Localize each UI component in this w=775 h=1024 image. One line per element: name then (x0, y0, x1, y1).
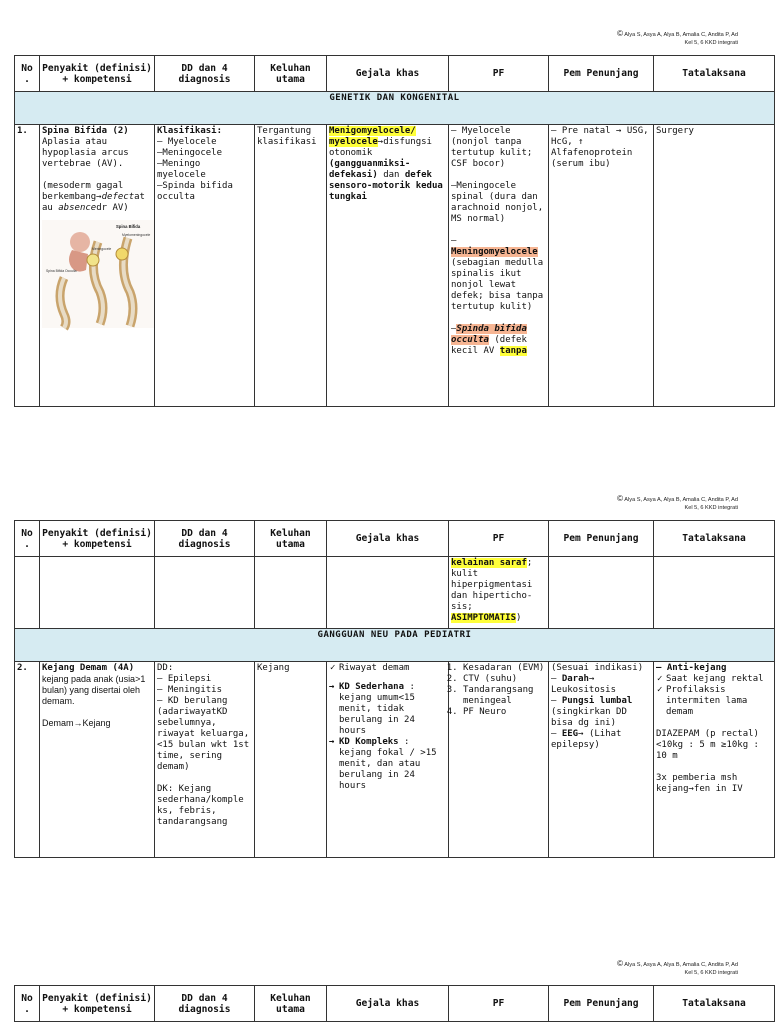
penunjang-cell: – Pre natal → USG, HcG, ↑ Alfafenoprotein (serum ibu) (549, 125, 654, 407)
header-tatalaksana: Tatalaksana (654, 521, 775, 557)
header-keluhan: Keluhan utama (255, 521, 327, 557)
header-no: No . (15, 56, 40, 92)
keluhan-cell: Tergantung klasifikasi (255, 125, 327, 407)
table-row (15, 557, 775, 629)
pf-cell-continued: kelainan saraf; kulit hiperpigmentasi dan hipertichosis; ASIMPTOMATIS) (449, 557, 549, 629)
dd-cell (155, 125, 255, 407)
credit-block (617, 30, 738, 47)
section-row-genetik (15, 92, 775, 125)
tatalaksana-cell: – Anti-kejang ✓ Saat kejang rektal ✓ Profilaksis intermiten lama demam DIAZEPAM (p rectal) <10kg : 5 m ≥10kg : 10 m 3x pemberia msh kejang→fen in IV (654, 662, 775, 858)
table-row (15, 662, 775, 858)
header-pf: PF (449, 986, 549, 1022)
penyakit-cell (40, 125, 155, 407)
pf-meningocele: –Meningocele spinal (dura dan arachnoid nonjol, MS normal) (451, 181, 544, 224)
header-penyakit: Penyakit (definisi) + kompetensi (40, 986, 155, 1022)
dd-diagnosis: DK: Kejang sederhana/komple ks, febris, tandarangsang (157, 784, 244, 827)
header-dd: DD dan 4 diagnosis (155, 521, 255, 557)
copyright-icon: © (617, 29, 624, 38)
header-row (15, 56, 775, 92)
header-pf: PF (449, 521, 549, 557)
header-gejala: Gejala khas (327, 521, 449, 557)
gejala-cell: ✓ Riwayat demam → KD Sederhana : kejang umum<15 menit, tidak berulang in 24 hours → KD Kompleks : kejang fokal / >15 menit, dan atau berulang in 24 hours (327, 662, 449, 858)
header-pem-penunjang: Pem Penunjang (549, 986, 654, 1022)
credit-group: Kel 5, 6 KKD integrati (684, 40, 738, 46)
header-dd: DD dan 4 diagnosis (155, 56, 255, 92)
header-dd: DD dan 4 diagnosis (155, 986, 255, 1022)
row-number: 1. (15, 125, 40, 407)
section-title: GANGGUAN NEU PADA PEDIATRI (15, 629, 775, 662)
disease-definition: Aplasia atau hypoplasia arcus vertebrae (AV). (42, 137, 129, 169)
dd-cell: DD: – Epilepsi – Meningitis – KD berulang (adariwayatKD sebelumnya, riwayat keluarga, <15 bulan wkt 1st time, sering demam) DK: Kejang sederhana/komple ks, febris, tandarangsang (155, 662, 255, 858)
pf-occulta: –Spinda bifida occulta (defek kecil AV tanpa (451, 324, 527, 356)
credit-authors: Alya S, Asya A, Alya B, Amalia C, Andita P, Ad (624, 497, 738, 503)
disease-definition: kejang pada anak (usia>1 bulan) yang disertai oleh demam. (42, 674, 146, 706)
credit-block (617, 960, 738, 977)
credit-group: Kel 5, 6 KKD integrati (684, 970, 738, 976)
penunjang-cell: (Sesuai indikasi) – Darah→ Leukositosis – Pungsi lumbal (singkirkan DD bisa dg ini) – EEG→ (Lihat epilepsy) (549, 662, 654, 858)
header-no: No . (15, 986, 40, 1022)
table-page-2 (14, 520, 775, 858)
disease-cause: (mesoderm gagal berkembang→defectat au absencedr AV) (42, 181, 145, 213)
header-no: No . (15, 521, 40, 557)
pf-meningomyelocele: – Meningomyelocele (sebagian medulla spinalis ikut nonjol lewat defek; bisa tanpa tertutup kulit) (451, 236, 544, 312)
illustration-label-meningocele: Meningocele (92, 247, 112, 251)
row-number: 2. (15, 662, 40, 858)
header-keluhan: Keluhan utama (255, 986, 327, 1022)
table-row (15, 125, 775, 407)
header-pem-penunjang: Pem Penunjang (549, 56, 654, 92)
dd-title: Klasifikasi: (157, 126, 223, 136)
table-page-1 (14, 55, 775, 407)
disease-note: Demam→Kejang (42, 718, 111, 728)
penyakit-cell (40, 662, 155, 858)
page-2 (0, 490, 768, 870)
copyright-icon: © (617, 494, 624, 503)
header-gejala: Gejala khas (327, 56, 449, 92)
credit-authors: Alya S, Asya A, Alya B, Amalia C, Andita P, Ad (624, 962, 738, 968)
pf-cell: 1. Kesadaran (EVM) 2. CTV (suhu) 3. Tandarangsang meningeal 4. PF Neuro (449, 662, 549, 858)
page-3 (0, 955, 768, 1024)
header-tatalaksana: Tatalaksana (654, 986, 775, 1022)
table-page-3 (14, 985, 775, 1022)
disease-title: Kejang Demam (4A) (42, 663, 135, 673)
pf-myelocele: – Myelocele (nonjol tanpa tertutup kulit; CSF bocor) (451, 126, 533, 169)
copyright-icon: © (617, 959, 624, 968)
gejala-highlight: Menigomyelocele/ myelocele (329, 126, 416, 147)
header-penyakit: Penyakit (definisi) + kompetensi (40, 521, 155, 557)
spina-bifida-illustration (42, 220, 154, 328)
pf-cell (449, 125, 549, 407)
section-row-neu (15, 629, 775, 662)
credit-block (617, 495, 738, 512)
header-pem-penunjang: Pem Penunjang (549, 521, 654, 557)
header-pf: PF (449, 56, 549, 92)
header-gejala: Gejala khas (327, 986, 449, 1022)
header-penyakit: Penyakit (definisi) + kompetensi (40, 56, 155, 92)
credit-authors: Alya S, Asya A, Alya B, Amalia C, Andita P, Ad (624, 32, 738, 38)
header-tatalaksana: Tatalaksana (654, 56, 775, 92)
illustration-title: Spina Bifida (116, 224, 141, 229)
dd-list: – Myelocele –Meningocele –Meningo myelocele –Spinda bifida occulta (157, 137, 233, 202)
gejala-cell: Menigomyelocele/ myelocele→disfungsi otonomik (gangguanmiksi-defekasi) dan defek sensoro-motorik kedua tungkai (327, 125, 449, 407)
credit-group: Kel 5, 6 KKD integrati (684, 505, 738, 511)
header-row (15, 986, 775, 1022)
tatalaksana-cell: Surgery (654, 125, 775, 407)
disease-title: Spina Bifida (2) (42, 126, 129, 136)
illustration-label-occulta: Spina Bifida Occulta (46, 269, 77, 273)
header-keluhan: Keluhan utama (255, 56, 327, 92)
illustration-label-myelomeningocele: Myelomeningocele (122, 233, 151, 237)
keluhan-cell: Kejang (255, 662, 327, 858)
section-title: GENETIK DAN KONGENITAL (15, 92, 775, 125)
page-1 (0, 0, 768, 420)
header-row (15, 521, 775, 557)
